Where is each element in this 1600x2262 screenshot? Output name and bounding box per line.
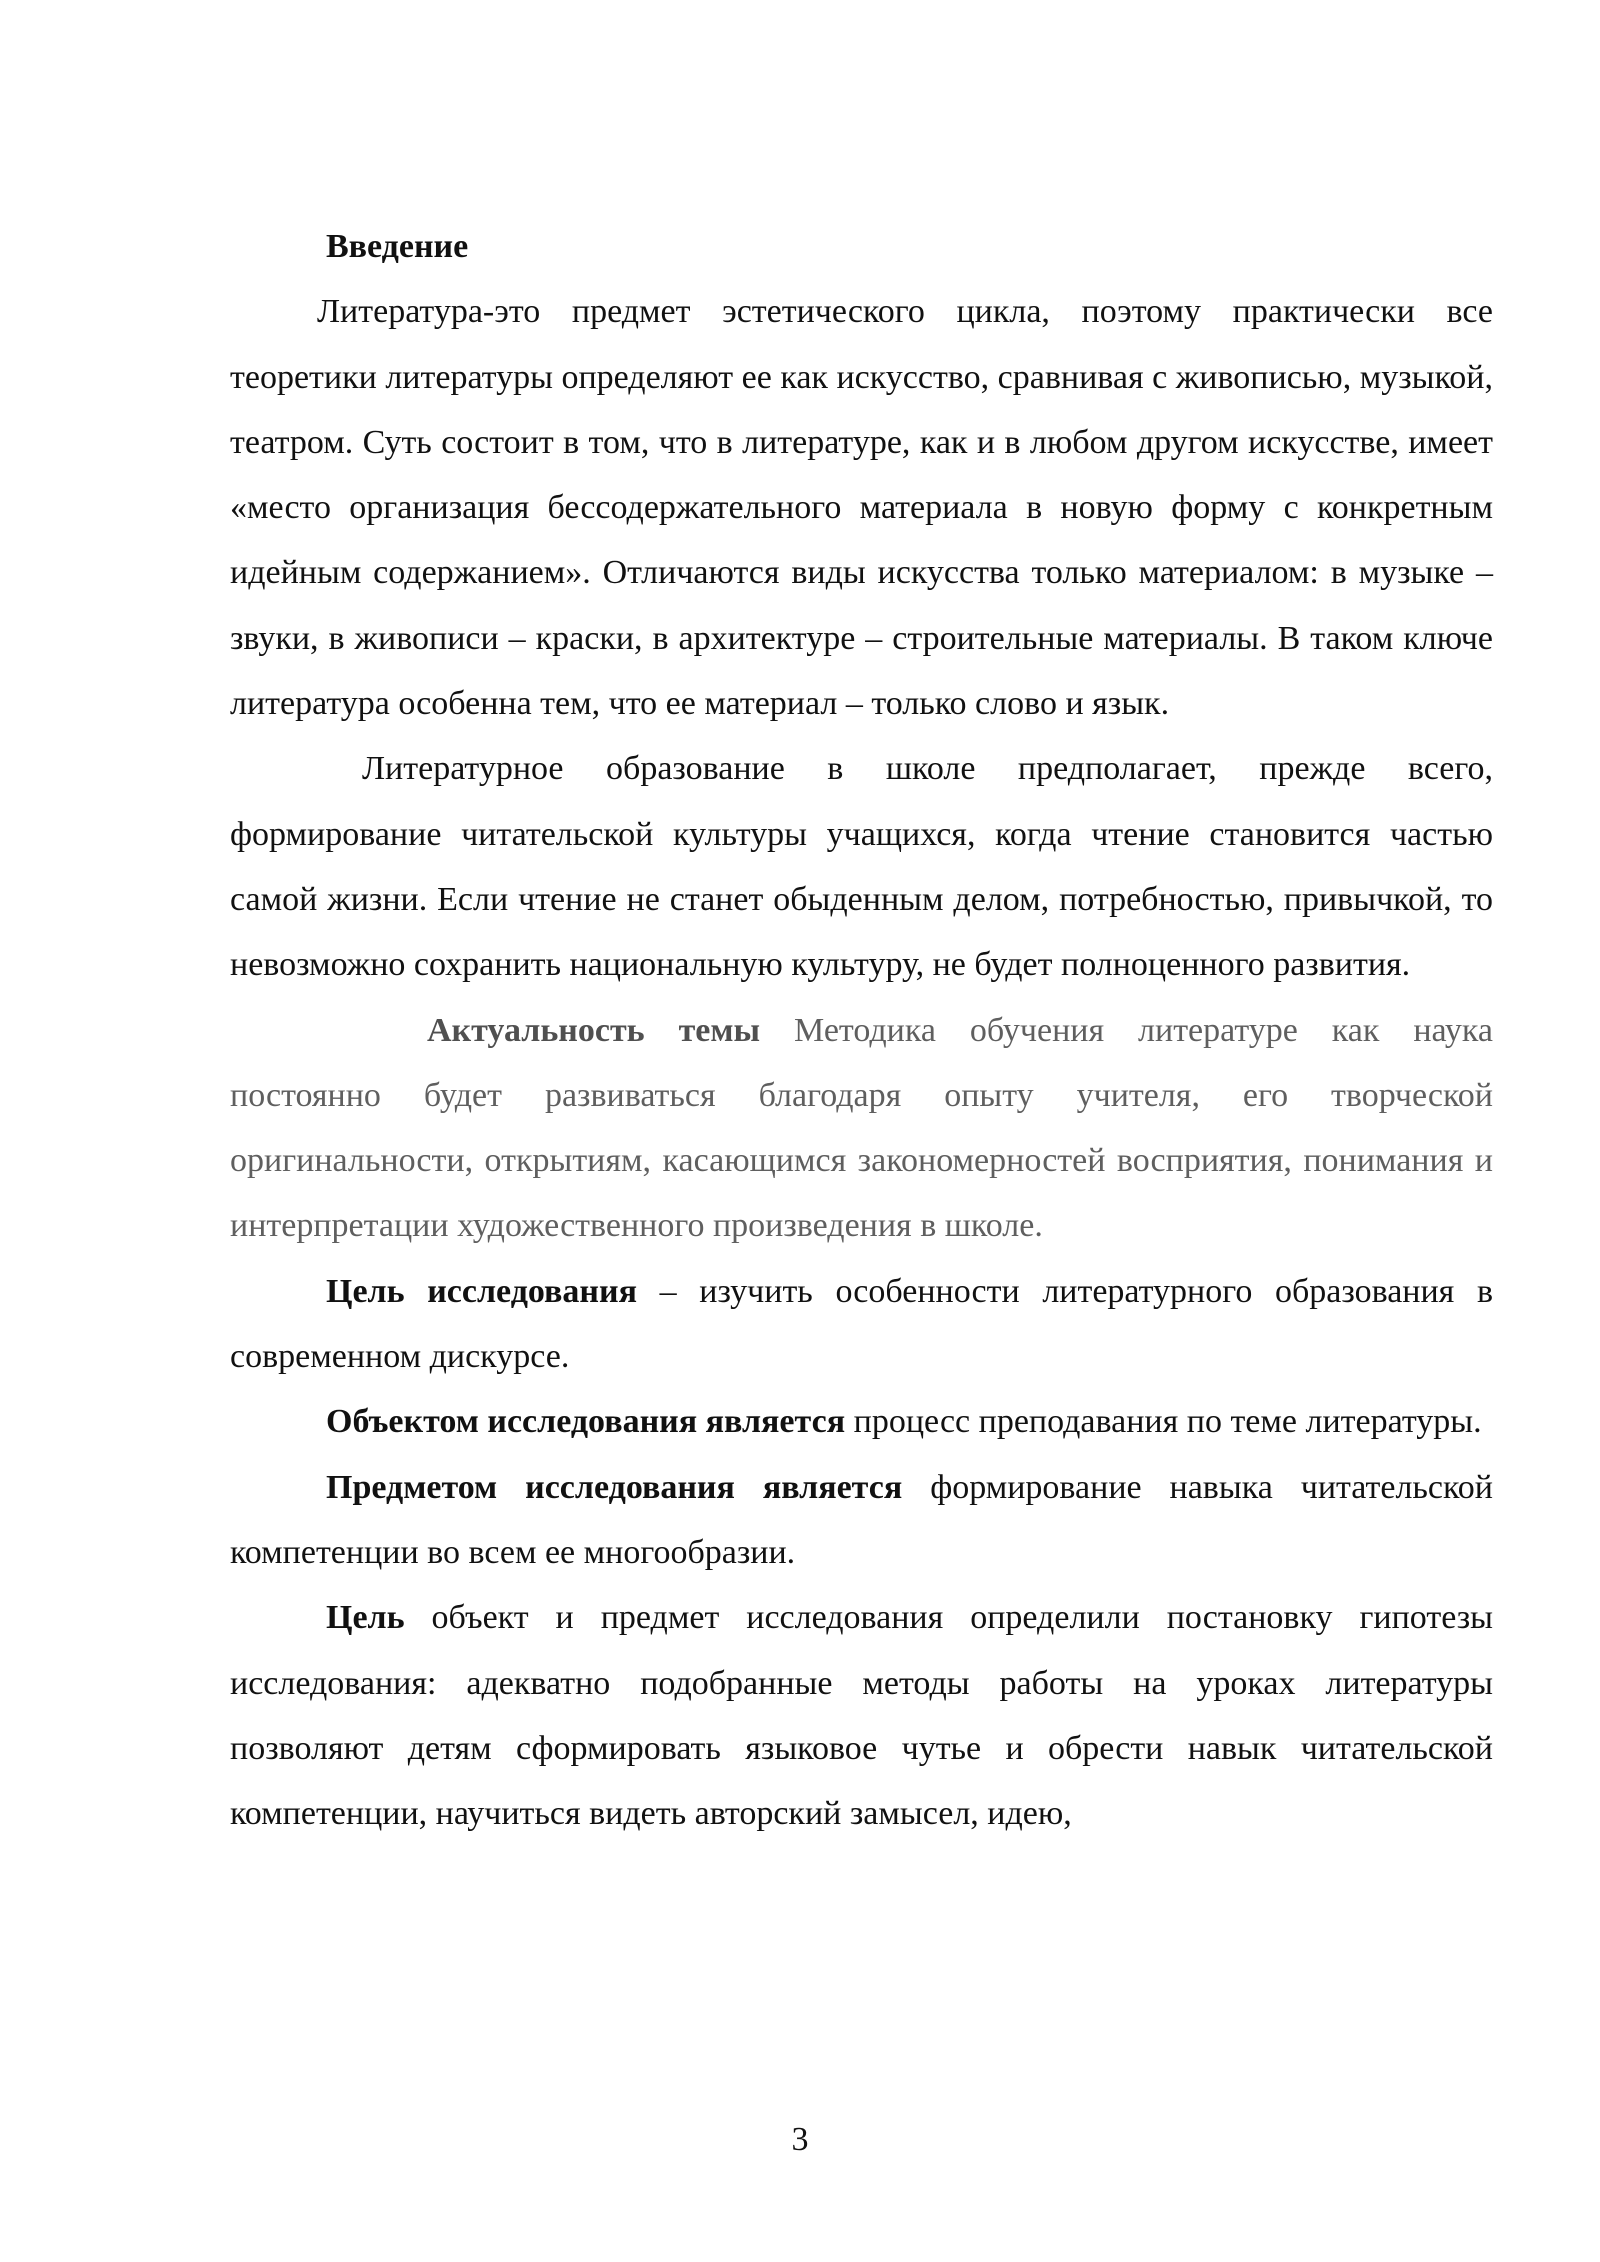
paragraph-research-subject (230, 1455, 1493, 1586)
paragraph-research-object (230, 1389, 1493, 1454)
research-goal-text: – изучить особенности литературного образования в современном дискурсе. (230, 1272, 1493, 1376)
research-object-text: процесс преподавания по теме литературы. (845, 1403, 1482, 1441)
paragraph-research-goal (230, 1259, 1493, 1390)
hypothesis-label: Цель (326, 1599, 405, 1637)
relevance-text: Методика обучения литературе как наука постоянно будет развиваться благодаря опыту учителя, его творческой оригинальности, открытиям, касающимся закономерностей восприятия, понимания и интерпретации художественного произведения в школе. (230, 1011, 1493, 1245)
research-subject-text: формирование навыка читательской компетенции во всем ее многообразии. (230, 1468, 1493, 1571)
research-goal-label: Цель исследования (326, 1272, 637, 1310)
page-body (230, 214, 1493, 1846)
hypothesis-text: объект и предмет исследования определили постановку гипотезы исследования: адекватно подобранные методы работы на уроках литературы позволяют детям сформировать языковое чутье и обрести навык читательской компетенции, научиться видеть авторский замысел, идею, (230, 1599, 1493, 1833)
research-object-label: Объектом исследования является (326, 1403, 846, 1441)
page-number: 3 (791, 2121, 809, 2158)
relevance-label: Актуальность темы (427, 1011, 761, 1049)
paragraph-literature-definition: Литература-это предмет эстетического цикла, поэтому практически все теоретики литературы определяют ее как искусство, сравнивая с живописью, музыкой, театром. Суть состоит в том, что в литературе, как и в любом другом искусстве, имеет «место организация бессодержательного материала в новую форму с конкретным идейным содержанием». Отличаются виды искусства только материалом: в музыке – звуки, в живописи – краски, в архитектуре – строительные материалы. В таком ключе литература особенна тем, что ее материал – только слово и язык. (230, 293, 1493, 723)
paragraph-relevance (230, 998, 1493, 1259)
research-subject-label: Предметом исследования является (326, 1468, 903, 1506)
paragraph-hypothesis (230, 1585, 1493, 1846)
section-heading: Введение (326, 228, 469, 265)
paragraph-literary-education: Литературное образование в школе предполагает, прежде всего, формирование читательской культуры учащихся, когда чтение становится частью самой жизни. Если чтение не станет обыденным делом, потребностью, привычкой, то невозможно сохранить национальную культуру, не будет полноценного развития. (230, 750, 1493, 984)
